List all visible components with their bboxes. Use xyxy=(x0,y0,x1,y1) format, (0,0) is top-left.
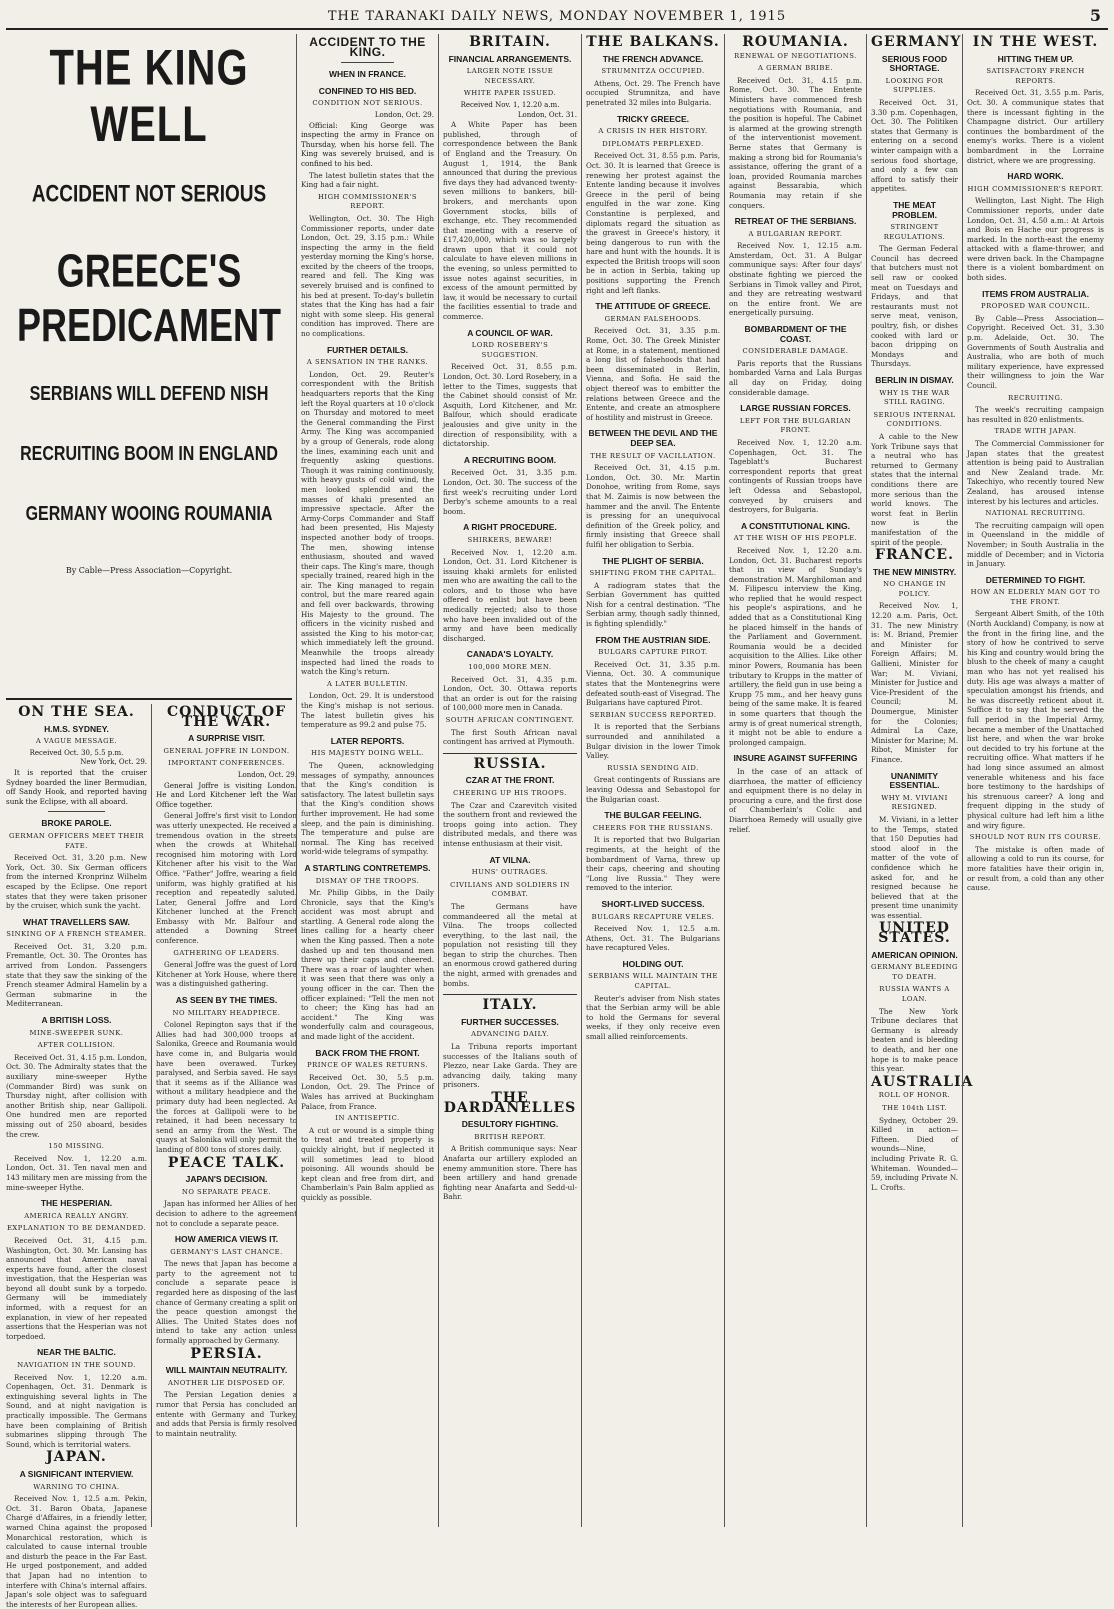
heading: AT VILNA. xyxy=(489,854,531,865)
heading: SERIOUS FOOD SHORTAGE. xyxy=(881,53,948,74)
subheading: PRINCE OF WALES RETURNS. xyxy=(307,1061,428,1070)
article-text: Received Nov. 1, 12.20 a.m. Paris, Oct. 31. The new Ministry is: M. Briand, Premier and Minister for Foreign Affairs; M. Gallieni, Minister for War; M. Viviani, Minister for Justice and Vice-President of the Council; M. Doumergue, Minister for the Colonies; Admiral La Caze, Minister for Marine; M. Ribot, Minister for Finance. xyxy=(871,601,958,764)
article-text: The Germans have commandeered all the metal at Vilna. The troops collected everything, to the last nail, the population not resisting till they began to strip the churches. Then an enormous crowd gathered during the night, armed with grenades and bombs. xyxy=(443,901,577,988)
subheading: CONSIDERABLE DAMAGE. xyxy=(742,347,849,356)
section-title-king: ACCIDENT TO THE KING. xyxy=(309,35,426,59)
heading: WHEN IN FRANCE. xyxy=(329,69,406,80)
heading: BERLIN IN DISMAY. xyxy=(875,375,954,385)
dateline: London, Oct. 31. xyxy=(517,110,577,119)
article-text: The New York Tribune declares that Germany is already beaten and is bleeding to death, and her one hope is to make peace this year. xyxy=(871,1006,958,1074)
subheading: BRITISH REPORT. xyxy=(474,1132,546,1141)
subheading: SERBIANS WILL MAINTAIN THE CAPITAL. xyxy=(588,972,718,991)
article-text: Reuter's adviser from Nish states that the Serbian army will be able to hold the Germans for several weeks, if they only receive even small allied reinforcements. xyxy=(586,993,720,1042)
received-line: Received Oct. 30, 5.5 p.m. xyxy=(29,748,124,757)
article-text: Great contingents of Russians are leaving Odessa and Sebastopol for the Bulgarian coast. xyxy=(586,775,720,804)
subheading: WHY M. VIVIANI RESIGNED. xyxy=(881,793,948,812)
heading: AMERICAN OPINION. xyxy=(871,949,958,960)
article-body: General Joffre is visiting London. He and Lord Kitchener left the War Office together. xyxy=(156,780,297,809)
headline-recruiting: RECRUITING BOOM IN ENGLAND xyxy=(20,443,278,465)
heading: AS SEEN BY THE TIMES. xyxy=(175,995,278,1006)
heading: DETERMINED TO FIGHT. xyxy=(985,574,1086,585)
article-text: Paris reports that the Russians bombarded Varna and Lala Burgas all day on Friday, doing considerable damage. xyxy=(729,358,862,397)
article-text: Sydney, October 29. Killed in action—Fifteen. Died of wounds—Nine, including Private R. G. Whiteman. Wounded—59, including Private N. L. Crofts. xyxy=(871,1115,958,1192)
subheading: SERIOUS INTERNAL CONDITIONS. xyxy=(873,410,956,429)
article-text: Received Oct. 31, 8.55 p.m. Paris, Oct. 30. It is learned that Greece is renewing her protest against the Entente landing because it involves Greece in the peril of being engulfed in the war zone. King Constantine is perplexed, and diplomats regard the situation as the gravest in Greece's history, it being dangerous to run with the hare and hunt with the hounds. It is expected the British troops will soon be in action in Serbia, taking up positions supporting the French right and left flanks. xyxy=(586,151,720,295)
heading: NEAR THE BALTIC. xyxy=(37,1347,116,1358)
subheading: WARNING TO CHINA. xyxy=(33,1482,120,1491)
article-text: Received Oct. 31, 4.15 p.m. London, Oct. 30. The Admiralty states that the auxiliary mine-sweeper Hythe (Commander Bird) was sunk on Thursday night, after collision with another British ship, near Gallipoli. One hundred men are reported missing out of 250 aboard, besides the crew. xyxy=(6,1052,147,1139)
subheading: SHIRKERS, BEWARE! xyxy=(467,535,553,544)
subheading: CONDITION NOT SERIOUS. xyxy=(312,99,423,108)
article-text: Wellington, Oct. 30. The High Commissioner reports, under date London, Oct. 29, 3.15 p.m.: While inspecting the army in the field yesterday morning the King's horse, excited by the cheers of the troops, reared and fell. The King was severely bruised and is confined to his bed at present. To-day's bulletin states that the King has had a fair night with some sleep. His general condition has improved. There are no complications. xyxy=(301,213,434,339)
heading: FURTHER SUCCESSES. xyxy=(461,1016,559,1027)
dateline: London, Oct. 29. xyxy=(237,770,297,779)
heading: FURTHER DETAILS. xyxy=(326,344,409,355)
headline-serbians: SERBIANS WILL DEFEND NISH xyxy=(29,383,269,405)
column-in-the-west xyxy=(962,34,1108,1527)
heading: LATER REPORTS. xyxy=(330,735,405,746)
article-text: Received Oct. 31, 3.20 p.m. Fremantle, Oct. 30. The Orontes has arrived from London. Passengers state that they saw the sinking of the French steamer Admiral Hamelin by a German submarine in the Mediterranean. xyxy=(6,941,147,1009)
article-text: Received Oct. 30, 5.5 p.m. London, Oct. 29. The Prince of Wales has arrived at Buckingham Palace, from France. xyxy=(301,1072,434,1111)
heading: JAPAN'S DECISION. xyxy=(185,1174,268,1185)
article-text: Received Oct. 31, 4.15 p.m. London, Oct. 30. Mr. Martin Donohoe, writing from Rome, says that M. Zaimis is now between the hammer and the anvil. The Entente is pressing for an unequivocal definition of the Greek policy, and firmly insisting that Greece shall fulfil her obligation to Serbia. xyxy=(586,463,720,549)
heading: A CONSTITUTIONAL KING. xyxy=(740,520,851,531)
subheading: MINE-SWEEPER SUNK. xyxy=(29,1028,124,1037)
masthead xyxy=(6,4,1108,30)
article-text: Received Oct. 31, 3.35 p.m. Rome, Oct. 30. The Greek Minister at Rome, in a statement, mentioned a long list of falsehoods that had been disseminated in Berlin, Vienna, and Sofia. He said the object thereof was to embitter the relations between Greece and the Entente, and create an atmosphere of hostility and mistrust in Greece. xyxy=(586,326,720,422)
subheading: IMPORTANT CONFERENCES. xyxy=(168,759,285,768)
subheading: NO MILITARY HEADPIECE. xyxy=(172,1008,281,1017)
column-conduct-of-war xyxy=(151,704,297,1527)
article-text: A radiogram states that the Serbian Government has quitted Nish for a central destination. "The Serbian army, though sadly thinned, is fighting splendidly." xyxy=(586,580,720,629)
heading: LARGE RUSSIAN FORCES. xyxy=(740,403,851,414)
lead-divider xyxy=(6,698,292,700)
article-text: London, Oct. 29. Reuter's correspondent with the British headquarters reports that the King left the Royal quarters at 10 o'clock on Thursday and motored to meet the General commanding the First Army. The King was accompanied by a group of Generals, rode along the lines, examining each unit and frequently asking questions. Though it was raining continuously, with heavy gusts of cold wind, the men looked splendid and the masses of khaki presented an impressive spectacle. After the Army-Corps Commander and Staff had been presented, His Majesty inspected another body of troops. The men, showing intense enthusiasm, shouted and waved their caps. The King's mare, though specially trained, reared high in the air. The King managed to regain control, but the mare reared again and fell over backwards, throwing His Majesty to the ground. The officers in the vicinity rushed and assisted the King to his motor-car, which immediately left the ground. Meanwhile the troops already inspected had lined the roads to watch the King's return. xyxy=(301,369,434,677)
article-text: By Cable—Press Association—Copyright. Received Oct. 31, 3.30 p.m. Adelaide, Oct. 30. The Governments of South Australia and Australia, who are both of much military experience, have expressed their willingness to join the War Council. xyxy=(967,313,1104,390)
subheading: SINKING OF A FRENCH STEAMER. xyxy=(6,930,147,939)
article-text: The week's recruiting campaign has resulted in 820 enlistments. xyxy=(967,405,1104,424)
article-text: Received Nov. 1, 12.20 a.m. London, Oct. 31. Lord Kitchener is issuing khaki armlets for enlisted men who are awaiting the call to the colors, and to those who have offered to enlist but have been medically rejected; also to those who have been invalided out of the army and have been medically discharged. xyxy=(443,547,577,643)
section-title-west: IN THE WEST. xyxy=(972,34,1099,50)
article-text: A cut or wound is a simple thing to treat and treated properly is quickly alright, but if neglected it will sometimes lead to blood poisoning. All wounds should be kept clean and free from dirt, and Chamberlain's Pain Balm applied as quickly as possible. xyxy=(301,1125,434,1202)
subheading: THE RESULT OF VACILLATION. xyxy=(590,451,716,460)
article-text: The Commercial Commissioner for Japan states that the greatest attention is being paid to Australian and New Zealand trade. Mr. Takechiyo, who recently toured New Zealand, has aroused intense interest by his lectures and articles. xyxy=(967,438,1104,506)
subheading: STRUMNITZA OCCUPIED. xyxy=(601,67,705,76)
article-text: Received Oct. 31, 3.35 p.m. Vienna, Oct. 30. A communique states that the Montenegrins were defeated south-east of Visegrad. The Bulgarians have captured Pirot. xyxy=(586,659,720,708)
column-accident-to-king xyxy=(296,34,438,1527)
section-title-britain: BRITAIN. xyxy=(469,34,551,50)
article-text: Received Oct. 31, 3.20 p.m. New York, Oct. 30. Six German officers from the interned Kronprinz Wilhelm escaped by the Eclipse. One report states that they were taken prisoner by the cruiser, which sunk the yacht. xyxy=(6,853,147,911)
section-title-japan: JAPAN. xyxy=(46,1449,107,1466)
subheading: GENERAL JOFFRE IN LONDON. xyxy=(163,746,290,755)
heading: SHORT-LIVED SUCCESS. xyxy=(601,898,705,909)
subheading: SATISFACTORY FRENCH REPORTS. xyxy=(986,67,1085,85)
section-title-persia: PERSIA. xyxy=(190,1345,263,1362)
subheading: BULGARS CAPTURE PIROT. xyxy=(598,648,708,657)
heading: BROKE PAROLE. xyxy=(41,818,112,829)
article-text: Received Oct. 31, 3.55 p.m. Paris, Oct. 30. A communique states that there is incessant fighting in the Champagne district. Our artillery continues the bombardment of the enemy's works. There is a violent bombardment in the Lorraine district, where we are progressing. xyxy=(967,88,1104,165)
press-credit: By Cable—Press Association—Copyright. xyxy=(65,566,233,575)
column-britain xyxy=(438,34,581,1527)
subheading: LARGER NOTE ISSUE NECESSARY. xyxy=(466,67,554,85)
subheading: A SENSATION IN THE RANKS. xyxy=(306,358,429,367)
article-text: The Czar and Czarevitch visited the southern front and reviewed the troops going into action. They distributed medals, and there was intense enthusiasm at their visit. xyxy=(443,800,577,848)
subheading: CHEERS FOR THE RUSSIANS. xyxy=(592,823,714,832)
section-title-united-states: UNITED STATES. xyxy=(878,920,951,947)
heading: HARD WORK. xyxy=(1007,171,1064,182)
section-title-conduct: CONDUCT OF THE WAR. xyxy=(166,704,287,730)
article-text: A cable to the New York Tribune says that a neutral who has returned to Germany states that the internal conditions there are more serious than the world knows. The worst feat in Berlin now is the manifestation of the spirit of the people. xyxy=(871,431,958,547)
subheading: AFTER COLLISION. xyxy=(37,1041,116,1050)
article-text: The recruiting campaign will open in Queensland in the middle of November; in South Australia in the middle of December; and in Victoria in January. xyxy=(967,520,1104,569)
subheading: NO SEPARATE PEACE. xyxy=(181,1187,272,1196)
article-text: Received Oct. 31, 4.35 p.m. London, Oct. 30. Ottawa reports that an order is out for the raising of 100,000 more men in Canada. xyxy=(443,674,577,713)
subheading: LORD ROSEBERY'S SUGGESTION. xyxy=(471,341,549,359)
subheading: GERMANY'S LAST CHANCE. xyxy=(170,1247,283,1256)
article-text: Sergeant Albert Smith, of the 10th (North Auckland) Company, is now at the front in the firing line, and the story of how he contrived to serve his King and country would bring the blush to the cheek of many a caught man who has not yet realised his duty. His age was always a matter of speculation amongst his friends, and he was discreetly reticent about it. Suffice it to say that he served the full period in the Imperial Army, became a member of the Unattached list here, and when the war broke out decided to try his fortune at the recruiting office. What matters if he had long since assumed an almost venerable whiteness and his face bore testimony to the hardships of his strenuous career? A long and frequent dipping in the study of physical culture had left him a lithe and wiry figure. xyxy=(967,609,1104,830)
heading: A RIGHT PROCEDURE. xyxy=(463,522,557,533)
subheading: SOUTH AFRICAN CONTINGENT. xyxy=(445,716,575,724)
article-text: General Joffre was the guest of Lord Kitchener at York House, where there was a distinguished gathering. xyxy=(156,960,297,989)
heading: TRICKY GREECE. xyxy=(616,113,690,124)
heading: CONFINED TO HIS BED. xyxy=(318,85,417,96)
heading: THE BULGAR FEELING. xyxy=(604,810,702,821)
heading: THE FRENCH ADVANCE. xyxy=(602,53,704,64)
subheading: LEFT FOR THE BULGARIAN FRONT. xyxy=(739,416,852,435)
heading: BACK FROM THE FRONT. xyxy=(315,1047,420,1058)
lead-headline-block xyxy=(6,34,292,694)
subheading: 100,000 MORE MEN. xyxy=(468,663,552,672)
article-text: Received Nov. 1, 12.20 a.m. Copenhagen, Oct. 31. Denmark is extinguishing several lights in The Sound, and at night navigation is practically impossible. The Germans have been complaining of British submarines slipping through The Sound, which is territorial waters. xyxy=(6,1372,147,1449)
headline-accident: ACCIDENT NOT SERIOUS xyxy=(31,181,267,208)
article-text: Received Nov. 1, 12.5 a.m. Pekin, Oct. 31. Baron Obata, Japanese Chargé d'Affaires, in a friendly letter, warned China against the proposed Monarchical restoration, which is calculated to cause internal trouble and disturb the peace in the Far East. He urged postponement, and added that Japan had no intention to interfere with China's internal affairs. Japan's sole object was to safeguard the interests of her European allies. xyxy=(6,1494,147,1609)
heading: THE NEW MINISTRY. xyxy=(872,566,957,577)
subheading: GERMANY BLEEDING TO DEATH. xyxy=(871,963,958,981)
subheading: A LATER BULLETIN. xyxy=(327,679,408,688)
subheading: SHIFTING FROM THE CAPITAL. xyxy=(589,569,717,578)
article-text: It is reported that two Bulgarian regiments, at the height of the bombardment of Varna, threw up their caps, cheering and shouting "Long live Russia." They were removed to the interior. xyxy=(586,835,720,893)
article-text: Received Nov. 1, 12.20 a.m. London, Oct. 31. Ten naval men and 143 military men are missing from the mine-sweeper Hythe. xyxy=(6,1153,147,1192)
column-on-the-sea xyxy=(6,704,151,1609)
article-text: Athens, Oct. 29. The French have occupied Strumnitza, and have penetrated 32 miles into Bulgaria. xyxy=(586,78,720,107)
article-text: The German Federal Council has decreed that butchers must not sell raw or cooked meat on Tuesdays and Fridays, and that restaurants must not serve meat, venison, poultry, fish, or dishes cooked with lard or bacon dripping on Mondays and Thursdays. xyxy=(871,244,958,369)
subheading: HIGH COMMISSIONER'S REPORT. xyxy=(317,192,417,211)
heading: UNANIMITY ESSENTIAL. xyxy=(889,770,940,791)
section-title-peace-talk: PEACE TALK. xyxy=(167,1154,286,1171)
subheading: NO CHANGE IN POLICY. xyxy=(883,580,946,598)
article-text: M. Viviani, in a letter to the Temps, stated that 150 Deputies had stood aloof in the matter of the vote of confidence which he asked for, and he resigned because he believed that at the present time unanimity was essential. xyxy=(871,814,958,920)
heading: HOW AMERICA VIEWS IT. xyxy=(174,1234,279,1245)
article-text: Received Oct. 31, 3.30 p.m. Copenhagen, Oct. 30. The Politiken states that Germany is entering on a second winter campaign with a serious food shortage, and only a few can afford to satisfy their appetites. xyxy=(871,97,958,194)
heading: BETWEEN THE DEVIL AND THE DEEP SEA. xyxy=(588,428,718,448)
subheading: CIVILIANS AND SOLDIERS IN COMBAT. xyxy=(450,880,570,899)
subheading: DISMAY OF THE TROOPS. xyxy=(315,876,420,885)
subheading: RENEWAL OF NEGOTIATIONS. xyxy=(734,51,857,60)
section-title-france: FRANCE. xyxy=(875,547,954,564)
subheading: WHY IS THE WAR STILL RAGING. xyxy=(879,388,950,407)
subheading: SERBIAN SUCCESS REPORTED. xyxy=(589,710,717,719)
masthead-title: THE TARANAKI DAILY NEWS, MONDAY NOVEMBER 1, 1915 xyxy=(327,8,787,24)
heading: A SIGNIFICANT INTERVIEW. xyxy=(19,1468,134,1479)
section-title-italy: ITALY. xyxy=(482,997,538,1014)
subheading: A VAGUE MESSAGE. xyxy=(35,737,118,746)
heading: THE HESPERIAN. xyxy=(40,1198,113,1209)
article-text: Colonel Repington says that if the Allies had had 300,000 troops at Salonika, Greece and Roumania would have come in, and Bulgaria would have been overawed. Turkey paralysed, and Serbia saved. He says that it seems as if the Alliance was without a military headpiece and the primary duty had been neglected. As the forces at Gallipoli were to be retained, it had been necessary to send an army from the West. The quays at Salonika will only permit the landing of 800 tons of stores daily. xyxy=(156,1020,297,1154)
article-text: A British communique says: Near Anafarta our artillery exploded an enemy ammunition store. There has been artillery and hand grenade fighting near Anafarta and Sedd-ul-Bahr. xyxy=(443,1144,577,1202)
page-number: 5 xyxy=(1089,6,1102,25)
subheading: NAVIGATION IN THE SOUND. xyxy=(17,1361,136,1370)
article-text: Received Nov. 1, 12.15 a.m. Amsterdam, Oct. 31. A Bulgar communique says: After four days' obstinate fighting we pierced the Serbians in Timok valley and Pirot, and they are retreating westward on the entire front. We are energetically pursuing. xyxy=(729,241,862,318)
subheading: A CRISIS IN HER HISTORY. xyxy=(598,127,708,136)
dateline: New York, Oct. 29. xyxy=(80,758,147,767)
article-text: In the case of an attack of diarrhoea, the matter of efficiency and equipment there is no delay in procuring a cure, and the first dose of Chamberlain's Colic and Diarrhoea Remedy will usually give relief. xyxy=(729,766,862,834)
received-line: Received Nov. 1, 12.20 a.m. xyxy=(460,100,560,109)
dateline: London, Oct. 29. xyxy=(374,110,434,119)
section-title-balkans: THE BALKANS. xyxy=(586,34,720,50)
article-text: A White Paper has been published, through of correspondence between the Bank of England and the Treasury. On August 1, 1914, the Bank announced that during the previous five days they had advanced twenty-seven millions to bankers, bill-brokers, and merchants upon Government stocks, bills of exchange, etc. They recommended that meeting with a reserve of £17,420,000, which was so largely drawn upon that it could not calculate to have eleven millions in the evening, so unless permitted to issue notes against securities, in excess of the amount permitted by law, it would be necessary to curtail the facilities essential to trade and commerce. xyxy=(443,120,577,322)
subheading: BULGARS RECAPTURE VELES. xyxy=(591,912,715,921)
subheading: DIPLOMATS PERPLEXED. xyxy=(602,139,704,148)
heading: HITTING THEM UP. xyxy=(997,53,1074,64)
article-text: Japan has informed her Allies of her decision to adhere to the agreement not to conclude a separate peace. xyxy=(156,1199,297,1228)
section-title-roumania: ROUMANIA. xyxy=(742,34,849,50)
article-body: Official: King George was inspecting the army in France on Thursday, when his horse fell. The King was severely bruised, and is confined to his bed. xyxy=(301,120,434,168)
subheading: ROLL OF HONOR. xyxy=(878,1091,951,1100)
subheading: SHOULD NOT RUN ITS COURSE. xyxy=(969,833,1102,842)
article-text: The latest bulletin states that the King had a fair night. xyxy=(301,170,434,190)
article-text: It is reported that the Serbians surrounded and annihilated a Bulgar division in the lower Timok Valley. xyxy=(586,722,720,761)
article-text: Received Nov. 1, 12.20 a.m. Copenhagen, Oct. 31. The Tageblatt's Bucharest correspondent reports that great contingents of Russian troops have left Odessa and Sebastopol, conveyed by cruisers and destroyers, for Bulgaria. xyxy=(729,437,862,515)
subheading: A BULGARIAN REPORT. xyxy=(748,229,843,238)
heading: THE ATTITUDE OF GREECE. xyxy=(595,301,711,312)
heading: FINANCIAL ARRANGEMENTS. xyxy=(448,53,572,64)
article-text: The first South African naval contingent has arrived at Plymouth. xyxy=(443,727,577,747)
subheading: GATHERING OF LEADERS. xyxy=(173,948,280,957)
subheading: PROPOSED WAR COUNCIL. xyxy=(981,302,1090,311)
subheading: ANOTHER LIE DISPOSED OF. xyxy=(167,1378,285,1387)
subheading: HUNS' OUTRAGES. xyxy=(471,868,549,877)
heading: ITEMS FROM AUSTRALIA. xyxy=(982,288,1089,299)
article-text: General Joffre's first visit to London was utterly unexpected. He received a tremendous ovation in the streets when the crowds at Whitehall recognised him motoring with Lord Kitchener after his visit to the War Office. "Father" Joffre, wearing a field uniform, was highly gratified at his reception and repeatedly saluted. Later, General Joffre and Lord Kitchener lunched at the French Embassy with Mr. Balfour and attended a Downing Street conference. xyxy=(156,811,297,946)
subheading: HIGH COMMISSIONER'S REPORT. xyxy=(967,184,1104,193)
subheading: AMERICA REALLY ANGRY. xyxy=(24,1211,129,1220)
subheading: ADVANCING DAILY. xyxy=(471,1030,549,1039)
headline-greece: GREECE'S PREDICAMENT xyxy=(16,243,281,352)
subheading: NATIONAL RECRUITING. xyxy=(985,509,1086,518)
section-title-australia: AUSTRALIA xyxy=(871,1073,974,1090)
heading: RETREAT OF THE SERBIANS. xyxy=(734,216,857,227)
columns-grid xyxy=(6,34,1108,1609)
heading: A COUNCIL OF WAR. xyxy=(467,327,553,338)
heading: INSURE AGAINST SUFFERING xyxy=(733,753,858,764)
heading: A BRITISH LOSS. xyxy=(41,1015,112,1026)
subheading: WHITE PAPER ISSUED. xyxy=(463,89,557,98)
heading: A RECRUITING BOOM. xyxy=(463,454,557,465)
subheading: GERMAN FALSEHOODS. xyxy=(604,314,702,323)
headline-roumania: GERMANY WOOING ROUMANIA xyxy=(25,503,273,525)
article-text: Received Oct. 31, 4.15 p.m. Washington, Oct. 30. Mr. Lansing has announced that American naval experts have found, after the closest investigation, that the Hesperian was beyond all doubt sunk by a torpedo. Germany will be immediately informed, with a request for an explanation, in view of her repeated assertions that the Hesperian was not torpedoed. xyxy=(6,1235,147,1341)
subheading: RUSSIA SENDING AID. xyxy=(607,763,699,772)
article-text: The mistake is often made of allowing a cold to run its course, for more fatalities have their origin in, or result from, a cold than any other cause. xyxy=(967,844,1104,893)
article-text: London, Oct. 29. It is understood the King's mishap is not serious. The latest bulletin gives his temperature as 99.2 and pulse 75. xyxy=(301,691,434,730)
subheading: AT THE WISH OF HIS PEOPLE. xyxy=(733,534,858,543)
heading: A STARTLING CONTRETEMPS. xyxy=(304,862,431,873)
article-text: Received Oct. 31, 8.55 p.m. London, Oct. 30. Lord Rosebery, in a letter to the Times, suggests that the Cabinet should consist of Mr. Asquith, Lord Kitchener, and Mr. Balfour, which should eradicate jealousies and give unity in the direction of responsibility, with a dictatorship. xyxy=(443,362,577,449)
section-title-russia: RUSSIA. xyxy=(473,755,547,772)
subheading: CHEERING UP HIS TROOPS. xyxy=(453,788,567,797)
heading: A SURPRISE VISIT. xyxy=(188,733,265,744)
subheading: RECRUITING. xyxy=(1008,393,1063,402)
subheading: GERMAN OFFICERS MEET THEIR FATE. xyxy=(8,831,145,850)
heading: CANADA'S LOYALTY. xyxy=(466,649,554,660)
heading: THE MEAT PROBLEM. xyxy=(892,199,937,220)
article-text: Mr. Philip Gibbs, in the Daily Chronicle, says that the King's accident was most abrupt and startling. A General rode along the lines calling for a hearty cheer when the King passed. Then a note dashed up and ten thousand men threw up their caps and cheered. There was a roar of laughter when it was seen that there was only a young officer in the car. Then the officer explained: "Tell the men not to cheer; the King has had an accident." The King was wonderfully calm and courageous, and made light of the accident. xyxy=(301,888,434,1041)
heading: THE PLIGHT OF SERBIA. xyxy=(602,555,704,566)
heading: DESULTORY FIGHTING. xyxy=(461,1119,559,1130)
heading: WILL MAINTAIN NEUTRALITY. xyxy=(165,1365,288,1376)
heading: FROM THE AUSTRIAN SIDE. xyxy=(595,634,711,645)
subheading: IN ANTISEPTIC. xyxy=(335,1114,400,1123)
article-text: The Persian Legation denies a rumor that Persia has concluded an entente with Germany and Turkey, and adds that Persia is firmly resolved to maintain neutrality. xyxy=(156,1390,297,1438)
subheading: HIS MAJESTY DOING WELL. xyxy=(311,749,424,758)
heading: H.M.S. SYDNEY. xyxy=(44,723,109,734)
article-text: Received Nov. 1, 12.20 a.m. London, Oct. 31. Bucharest reports that in view of Sunday's demonstration M. Marghiloman and M. Filipescu interview the King, who replied that he would respect his people's aspirations, and he added that as a Constitutional King he placed himself in the hands of the Parliament and Government. Roumania would be a decided acquisition to the Allies. Like other minor Powers, Roumania has been tributary to Krupps in the matter of artillery, the field gun in use being a Krupp 75 mm., and her heavy guns being of the same make. It is feared in some quarters that though the army is of great numerical strength, it might not be able to endure a prolonged campaign. xyxy=(729,545,862,747)
subheading: EXPLANATION TO BE DEMANDED. xyxy=(6,1224,147,1233)
heading: BOMBARDMENT OF THE COAST. xyxy=(744,324,847,344)
section-title-dardanelles: THE DARDANELLES xyxy=(443,1090,577,1116)
subheading: LOOKING FOR SUPPLIES. xyxy=(885,76,944,95)
heading: WHAT TRAVELLERS SAW. xyxy=(23,916,130,927)
subheading: 150 MISSING. xyxy=(48,1142,105,1151)
headline-king-well: THE KING WELL xyxy=(49,40,249,152)
subheading: THE 104th LIST. xyxy=(882,1103,947,1112)
subheading: RUSSIA WANTS A LOAN. xyxy=(879,985,950,1004)
article-text: Received Oct. 31, 4.15 p.m. Rome, Oct. 30. The Entente Ministers have commenced fresh negotiations with Roumania, and the position is hopeful. The Cabinet is alarmed at the growing strength of the interventionist movement. Berne states that Germany is making a strong bid for Roumania's assistance, offering the grant of a loan, provided Roumania marches against Bessarabia, which Roumania may retain if she conquers. xyxy=(729,75,862,210)
section-title-on-the-sea: ON THE SEA. xyxy=(18,704,135,720)
subheading: STRINGENT REGULATIONS. xyxy=(883,223,946,241)
article-text: The Queen, acknowledging messages of sympathy, announces that the King's condition is satisfactory. The latest bulletin says that the King's condition shows further improvement. He had some sleep, and the pain is diminishing. The temperature and pulse are normal. The King has received world-wide telegrams of sympathy. xyxy=(301,760,434,857)
article-text: Received Oct. 31, 3.35 p.m. London, Oct. 30. The success of the first week's recruiting under Lord Derby's scheme amounts to a real boom. xyxy=(443,468,577,516)
subheading: HOW AN ELDERLY MAN GOT TO THE FRONT. xyxy=(970,588,1101,606)
subheading: TRADE WITH JAPAN. xyxy=(994,427,1077,436)
column-roumania xyxy=(724,34,866,1527)
heading: CZAR AT THE FRONT. xyxy=(465,775,555,786)
column-germany xyxy=(866,34,974,1527)
article-text: The news that Japan has become a party to the agreement not to conclude a separate peace is regarded here as disposing of the last chance of Germany creating a split on the peace question amongst the Allies. The United States does not intend to take any action unless formally approached by Germany. xyxy=(156,1259,297,1346)
column-balkans xyxy=(581,34,724,1527)
article-text: Wellington, Last Night. The High Commissioner reports, under date London, Oct. 31, 4.50 a.m.: At Artois and Bois en Hache our progress is marked. In the north-east the enemy attacked with a flame-thrower, and were driven back. In the Champagne there is a violent bombardment on both sides. xyxy=(967,196,1104,283)
heading: HOLDING OUT. xyxy=(622,958,684,969)
subheading: A GERMAN BRIBE. xyxy=(758,64,833,73)
section-title-germany: GERMANY xyxy=(871,34,962,50)
article-text: Received Nov. 1, 12.5 a.m. Athens, Oct. 31. The Bulgarians have recaptured Veles. xyxy=(586,924,720,953)
article-body: It is reported that the cruiser Sydney boarded the liner Bermudian, off Sandy Hook, and reported having sunk the Eclipse, with all aboard. xyxy=(6,767,147,806)
article-text: La Tribuna reports important successes of the Italians south of Plezzo, near Lake Garda. They are advancing daily, taking many prisoners. xyxy=(443,1042,577,1090)
